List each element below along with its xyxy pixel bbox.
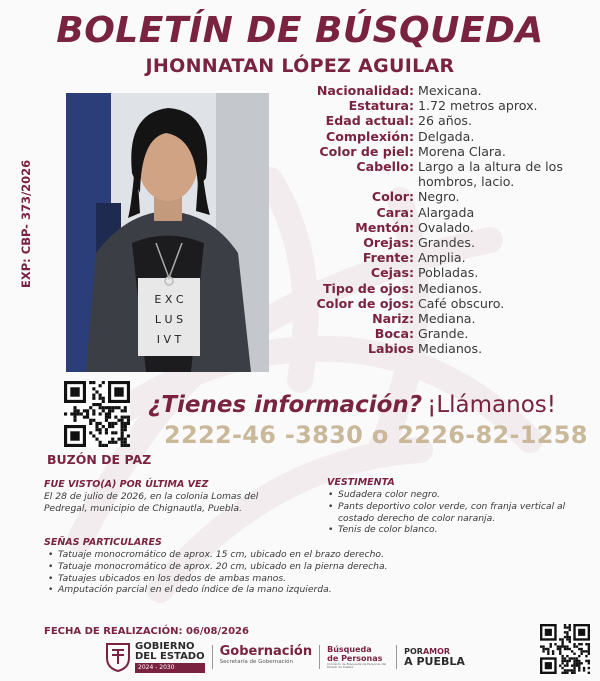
attribute-label: Color de piel: (319, 143, 414, 159)
attribute-value: 1.72 metros aprox. (418, 98, 538, 114)
list-item: • Sudadera color negro. (327, 489, 572, 501)
attribute-value: Negro. (418, 189, 460, 205)
attribute-label: Cara: (376, 204, 414, 220)
attribute-label: Cabello: (356, 159, 414, 175)
attribute-value: Morena Clara. (418, 143, 506, 159)
list-item: • Pants deportivo color verde, con franja vertical al costado derecho de color naranja. (327, 501, 572, 525)
attribute-value: Mediana. (418, 311, 476, 327)
person-photo (66, 93, 269, 372)
footer-divider (396, 645, 397, 669)
attribute-label: Complexión: (326, 128, 414, 144)
attribute-label: Color: (371, 189, 414, 205)
buzon-de-paz-label: BUZÓN DE PAZ (47, 452, 152, 467)
a-text: A (404, 655, 413, 668)
last-seen-heading: FUE VISTO(A) POR ÚLTIMA VEZ (44, 479, 209, 490)
shirt-text-line3: I V T (156, 333, 182, 346)
clothing-heading: VESTIMENTA (327, 477, 395, 488)
attribute-label: Tipo de ojos: (322, 280, 414, 296)
attribute-value: Amplia. (418, 250, 466, 266)
phone-numbers[interactable]: 2222-46 -3830 o 2226-82-1258 (164, 421, 588, 449)
attribute-row (290, 98, 580, 113)
attribute-value: Delgada. (418, 128, 475, 144)
call-text: ¡Llámanos! (427, 392, 556, 418)
footer-divider (319, 645, 320, 669)
attribute-row (290, 265, 580, 280)
attribute-row (290, 250, 580, 265)
attribute-label: Mentón: (355, 219, 414, 235)
last-seen-text: El 28 de julio de 2026, en la colonia Lomas del Pedregal, municipio de Chignautla, Puebla. (44, 491, 259, 514)
list-item: • Tenis de color blanco. (327, 524, 572, 536)
attribute-row (290, 341, 580, 356)
attribute-label: Labios (367, 341, 414, 357)
attribute-value: Grandes. (418, 235, 475, 251)
attribute-value: Pobladas. (418, 265, 479, 281)
attribute-value: Café obscuro. (418, 295, 505, 311)
attribute-row (290, 296, 580, 311)
attribute-row (290, 281, 580, 296)
shirt-text-line1: E X C (154, 293, 184, 306)
attribute-value: Ovalado. (418, 219, 474, 235)
gob-line1: GOBIERNO (135, 640, 195, 652)
attribute-value: Medianos. (418, 341, 483, 357)
attribute-label: Estatura: (348, 98, 414, 114)
attribute-label: Color de ojos: (316, 295, 414, 311)
attribute-label: Frente: (362, 250, 414, 266)
creation-date: FECHA DE REALIZACIÓN: 06/08/2026 (44, 626, 249, 637)
attribute-value: Largo a la altura de los hombros, lacio. (418, 159, 563, 190)
attribute-row (290, 205, 580, 220)
attribute-value: Alargada (418, 204, 475, 220)
attribute-row (290, 326, 580, 341)
gobernacion-sub: Secretaría de Gobernación (219, 659, 294, 665)
clothing-list (327, 489, 572, 536)
list-item: • Amputación parcial en el dedo índice de la mano izquierda. (47, 584, 467, 596)
shirt-text-line2: L U S (154, 313, 184, 326)
puebla-text: PUEBLA (416, 655, 465, 668)
attribute-row (290, 144, 580, 159)
list-item: • Tatuaje monocromático de aprox. 15 cm, ubicado en el brazo derecho. (47, 549, 467, 561)
qr-code-icon[interactable] (64, 381, 130, 447)
attribute-row (290, 129, 580, 144)
gobernacion-logo: Gobernación (219, 644, 313, 659)
attribute-label: Nacionalidad: (316, 83, 414, 98)
expediente-number: EXP: CBP- 373/2026 (19, 159, 33, 288)
attribute-row (290, 83, 580, 98)
footer-divider (212, 645, 213, 669)
attribute-label: Nariz: (372, 311, 414, 327)
attribute-label: Orejas: (363, 235, 414, 251)
list-item: • Tatuaje monocromático de aprox. 20 cm, ubicado en la pierna derecha. (47, 561, 467, 573)
attribute-label: Cejas: (370, 265, 414, 281)
gob-line2: DEL ESTADO (135, 650, 205, 662)
bulletin-title: BOLETÍN DE BÚSQUEDA (56, 10, 544, 51)
attribute-label: Boca: (374, 326, 414, 342)
amor-text: AMOR (422, 647, 451, 656)
attribute-row (290, 113, 580, 128)
question-text: ¿Tienes información? (148, 392, 423, 418)
physical-description (290, 83, 580, 357)
marks-list (47, 549, 467, 596)
footer-logos (105, 640, 465, 674)
attribute-row (290, 159, 580, 189)
attribute-row (290, 220, 580, 235)
attribute-row (290, 189, 580, 204)
list-item: • Tatuajes ubicados en los dedos de ambas manos. (47, 573, 467, 585)
missing-person-name: JHONNATAN LÓPEZ AGUILAR (145, 55, 455, 77)
state-shield-icon (105, 642, 131, 672)
attribute-value: 26 años. (418, 113, 472, 129)
gob-years: 2024 - 2030 (135, 663, 205, 673)
attribute-value: Mexicana. (418, 83, 482, 98)
attribute-label: Edad actual: (325, 113, 414, 129)
attribute-row (290, 235, 580, 250)
contact-question (148, 392, 556, 418)
busqueda-line2: de Personas (327, 653, 383, 663)
attribute-value: Medianos. (418, 280, 483, 296)
attribute-row (290, 311, 580, 326)
busqueda-line1: Búsqueda (327, 644, 372, 654)
busqueda-sub: Comisión de Búsqueda de Personas del Estado de Puebla (327, 661, 387, 669)
por-text: POR (404, 647, 423, 656)
marks-heading: SEÑAS PARTICULARES (44, 537, 162, 548)
attribute-value: Grande. (418, 326, 469, 342)
footer-qr-code-icon[interactable] (540, 624, 590, 674)
